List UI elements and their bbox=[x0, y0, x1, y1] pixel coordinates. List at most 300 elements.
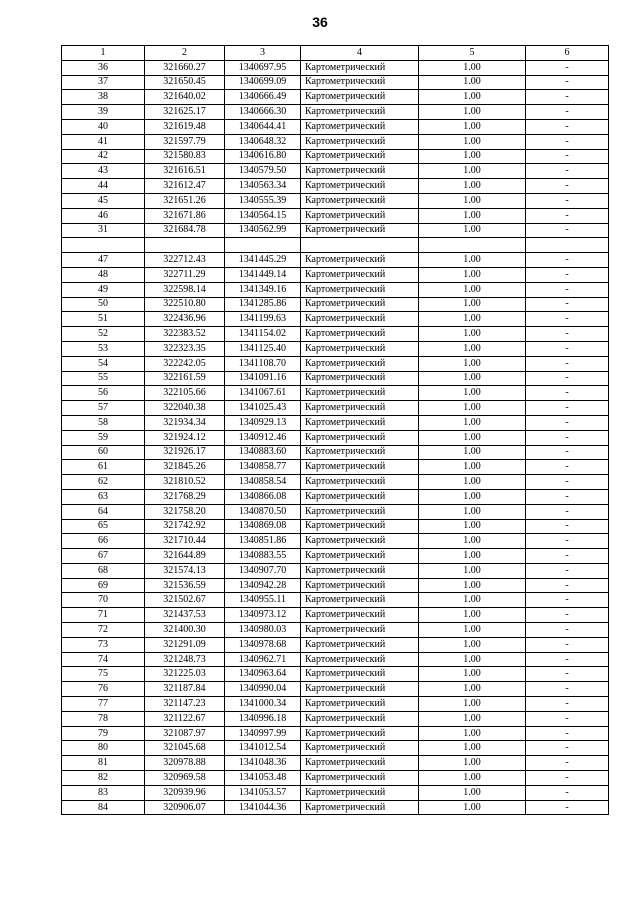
table-row bbox=[62, 726, 609, 741]
method-cell: Картометрический bbox=[301, 149, 419, 164]
point-number-cell: 71 bbox=[62, 608, 145, 623]
note-cell: - bbox=[526, 756, 609, 771]
point-number-cell: 51 bbox=[62, 312, 145, 327]
note-cell: - bbox=[526, 327, 609, 342]
note-cell: - bbox=[526, 415, 609, 430]
point-number-cell: 49 bbox=[62, 282, 145, 297]
table-row bbox=[62, 430, 609, 445]
x-coordinate-cell: 321225.03 bbox=[145, 667, 225, 682]
accuracy-cell: 1.00 bbox=[419, 475, 526, 490]
method-cell: Картометрический bbox=[301, 800, 419, 815]
x-coordinate-cell: 321291.09 bbox=[145, 637, 225, 652]
x-coordinate-cell: 321580.83 bbox=[145, 149, 225, 164]
note-cell: - bbox=[526, 593, 609, 608]
method-cell: Картометрический bbox=[301, 327, 419, 342]
point-number-cell: 50 bbox=[62, 297, 145, 312]
table-body bbox=[62, 60, 609, 815]
method-cell: Картометрический bbox=[301, 549, 419, 564]
table-row bbox=[62, 519, 609, 534]
x-coordinate-cell: 321644.89 bbox=[145, 549, 225, 564]
y-coordinate-cell: 1340697.95 bbox=[225, 60, 301, 75]
y-coordinate-cell: 1341449.14 bbox=[225, 267, 301, 282]
table-row bbox=[62, 267, 609, 282]
accuracy-cell bbox=[419, 238, 526, 253]
table-row bbox=[62, 327, 609, 342]
point-number-cell: 37 bbox=[62, 75, 145, 90]
method-cell: Картометрический bbox=[301, 445, 419, 460]
point-number-cell: 81 bbox=[62, 756, 145, 771]
point-number-cell: 76 bbox=[62, 682, 145, 697]
point-number-cell: 38 bbox=[62, 90, 145, 105]
y-coordinate-cell: 1341025.43 bbox=[225, 401, 301, 416]
method-cell: Картометрический bbox=[301, 519, 419, 534]
y-coordinate-cell: 1340962.71 bbox=[225, 652, 301, 667]
method-cell: Картометрический bbox=[301, 312, 419, 327]
y-coordinate-cell: 1340980.03 bbox=[225, 623, 301, 638]
method-cell: Картометрический bbox=[301, 60, 419, 75]
note-cell: - bbox=[526, 549, 609, 564]
method-cell: Картометрический bbox=[301, 208, 419, 223]
accuracy-cell: 1.00 bbox=[419, 800, 526, 815]
y-coordinate-cell: 1340942.28 bbox=[225, 578, 301, 593]
page-number: 36 bbox=[312, 14, 328, 30]
y-coordinate-cell: 1341048.36 bbox=[225, 756, 301, 771]
method-cell: Картометрический bbox=[301, 682, 419, 697]
x-coordinate-cell: 321810.52 bbox=[145, 475, 225, 490]
note-cell: - bbox=[526, 741, 609, 756]
x-coordinate-cell: 322712.43 bbox=[145, 253, 225, 268]
table-row bbox=[62, 682, 609, 697]
table-row bbox=[62, 119, 609, 134]
note-cell: - bbox=[526, 504, 609, 519]
note-cell: - bbox=[526, 179, 609, 194]
y-coordinate-cell: 1340929.13 bbox=[225, 415, 301, 430]
accuracy-cell: 1.00 bbox=[419, 563, 526, 578]
note-cell: - bbox=[526, 489, 609, 504]
x-coordinate-cell: 321400.30 bbox=[145, 623, 225, 638]
note-cell: - bbox=[526, 193, 609, 208]
y-coordinate-cell: 1340562.99 bbox=[225, 223, 301, 238]
point-number-cell: 78 bbox=[62, 711, 145, 726]
accuracy-cell: 1.00 bbox=[419, 667, 526, 682]
x-coordinate-cell: 321926.17 bbox=[145, 445, 225, 460]
note-cell: - bbox=[526, 785, 609, 800]
method-cell: Картометрический bbox=[301, 386, 419, 401]
column-header-4: 4 bbox=[301, 46, 419, 61]
note-cell: - bbox=[526, 637, 609, 652]
method-cell: Картометрический bbox=[301, 341, 419, 356]
x-coordinate-cell: 321671.86 bbox=[145, 208, 225, 223]
method-cell: Картометрический bbox=[301, 489, 419, 504]
y-coordinate-cell: 1340870.50 bbox=[225, 504, 301, 519]
method-cell: Картометрический bbox=[301, 504, 419, 519]
note-cell: - bbox=[526, 75, 609, 90]
point-number-cell: 52 bbox=[62, 327, 145, 342]
y-coordinate-cell: 1341091.16 bbox=[225, 371, 301, 386]
note-cell: - bbox=[526, 519, 609, 534]
y-coordinate-cell: 1340699.09 bbox=[225, 75, 301, 90]
x-coordinate-cell: 320978.88 bbox=[145, 756, 225, 771]
point-number-cell: 55 bbox=[62, 371, 145, 386]
table-row bbox=[62, 297, 609, 312]
y-coordinate-cell: 1341053.48 bbox=[225, 771, 301, 786]
accuracy-cell: 1.00 bbox=[419, 401, 526, 416]
y-coordinate-cell: 1340648.32 bbox=[225, 134, 301, 149]
x-coordinate-cell: 321619.48 bbox=[145, 119, 225, 134]
y-coordinate-cell: 1341199.63 bbox=[225, 312, 301, 327]
table-row bbox=[62, 341, 609, 356]
point-number-cell: 46 bbox=[62, 208, 145, 223]
accuracy-cell: 1.00 bbox=[419, 504, 526, 519]
point-number-cell: 65 bbox=[62, 519, 145, 534]
table-row bbox=[62, 134, 609, 149]
table-row bbox=[62, 105, 609, 120]
table-row bbox=[62, 179, 609, 194]
x-coordinate-cell: 322383.52 bbox=[145, 327, 225, 342]
method-cell: Картометрический bbox=[301, 637, 419, 652]
y-coordinate-cell: 1340616.80 bbox=[225, 149, 301, 164]
method-cell: Картометрический bbox=[301, 90, 419, 105]
column-header-6: 6 bbox=[526, 46, 609, 61]
x-coordinate-cell: 321768.29 bbox=[145, 489, 225, 504]
table-row bbox=[62, 593, 609, 608]
table-row bbox=[62, 460, 609, 475]
note-cell: - bbox=[526, 386, 609, 401]
method-cell: Картометрический bbox=[301, 771, 419, 786]
table-row bbox=[62, 75, 609, 90]
note-cell: - bbox=[526, 312, 609, 327]
method-cell: Картометрический bbox=[301, 534, 419, 549]
point-number-cell: 62 bbox=[62, 475, 145, 490]
x-coordinate-cell: 321437.53 bbox=[145, 608, 225, 623]
point-number-cell: 60 bbox=[62, 445, 145, 460]
x-coordinate-cell: 321651.26 bbox=[145, 193, 225, 208]
accuracy-cell: 1.00 bbox=[419, 711, 526, 726]
accuracy-cell: 1.00 bbox=[419, 430, 526, 445]
note-cell: - bbox=[526, 800, 609, 815]
x-coordinate-cell: 321574.13 bbox=[145, 563, 225, 578]
note-cell: - bbox=[526, 697, 609, 712]
point-number-cell: 39 bbox=[62, 105, 145, 120]
table-row bbox=[62, 756, 609, 771]
table-row bbox=[62, 637, 609, 652]
accuracy-cell: 1.00 bbox=[419, 149, 526, 164]
table-row bbox=[62, 193, 609, 208]
point-number-cell: 80 bbox=[62, 741, 145, 756]
y-coordinate-cell: 1340996.18 bbox=[225, 711, 301, 726]
x-coordinate-cell: 322711.29 bbox=[145, 267, 225, 282]
table-row bbox=[62, 504, 609, 519]
note-cell: - bbox=[526, 90, 609, 105]
y-coordinate-cell: 1341044.36 bbox=[225, 800, 301, 815]
note-cell: - bbox=[526, 534, 609, 549]
x-coordinate-cell: 320906.07 bbox=[145, 800, 225, 815]
point-number-cell: 73 bbox=[62, 637, 145, 652]
y-coordinate-cell: 1340990.04 bbox=[225, 682, 301, 697]
table-row bbox=[62, 475, 609, 490]
note-cell: - bbox=[526, 134, 609, 149]
accuracy-cell: 1.00 bbox=[419, 208, 526, 223]
method-cell: Картометрический bbox=[301, 164, 419, 179]
point-number-cell: 84 bbox=[62, 800, 145, 815]
point-number-cell: 48 bbox=[62, 267, 145, 282]
accuracy-cell: 1.00 bbox=[419, 90, 526, 105]
accuracy-cell: 1.00 bbox=[419, 578, 526, 593]
accuracy-cell: 1.00 bbox=[419, 460, 526, 475]
table-row bbox=[62, 223, 609, 238]
accuracy-cell: 1.00 bbox=[419, 179, 526, 194]
note-cell: - bbox=[526, 623, 609, 638]
accuracy-cell: 1.00 bbox=[419, 193, 526, 208]
x-coordinate-cell: 321924.12 bbox=[145, 430, 225, 445]
note-cell: - bbox=[526, 726, 609, 741]
y-coordinate-cell bbox=[225, 238, 301, 253]
point-number-cell: 59 bbox=[62, 430, 145, 445]
y-coordinate-cell: 1340997.99 bbox=[225, 726, 301, 741]
y-coordinate-cell: 1340883.55 bbox=[225, 549, 301, 564]
note-cell: - bbox=[526, 460, 609, 475]
method-cell: Картометрический bbox=[301, 652, 419, 667]
x-coordinate-cell bbox=[145, 238, 225, 253]
table-row bbox=[62, 697, 609, 712]
column-header-1: 1 bbox=[62, 46, 145, 61]
table-row bbox=[62, 356, 609, 371]
note-cell: - bbox=[526, 267, 609, 282]
x-coordinate-cell: 321187.84 bbox=[145, 682, 225, 697]
accuracy-cell: 1.00 bbox=[419, 386, 526, 401]
table-row bbox=[62, 90, 609, 105]
table-header-row bbox=[62, 46, 609, 61]
table-row bbox=[62, 549, 609, 564]
y-coordinate-cell: 1341000.34 bbox=[225, 697, 301, 712]
accuracy-cell: 1.00 bbox=[419, 593, 526, 608]
point-number-cell: 44 bbox=[62, 179, 145, 194]
table-row bbox=[62, 578, 609, 593]
note-cell: - bbox=[526, 341, 609, 356]
column-header-2: 2 bbox=[145, 46, 225, 61]
y-coordinate-cell: 1340666.30 bbox=[225, 105, 301, 120]
note-cell: - bbox=[526, 578, 609, 593]
x-coordinate-cell: 322323.35 bbox=[145, 341, 225, 356]
note-cell bbox=[526, 238, 609, 253]
x-coordinate-cell: 320969.58 bbox=[145, 771, 225, 786]
point-number-cell: 61 bbox=[62, 460, 145, 475]
x-coordinate-cell: 320939.96 bbox=[145, 785, 225, 800]
x-coordinate-cell: 321502.67 bbox=[145, 593, 225, 608]
method-cell: Картометрический bbox=[301, 253, 419, 268]
accuracy-cell: 1.00 bbox=[419, 267, 526, 282]
method-cell: Картометрический bbox=[301, 741, 419, 756]
y-coordinate-cell: 1340955.11 bbox=[225, 593, 301, 608]
method-cell: Картометрический bbox=[301, 75, 419, 90]
x-coordinate-cell: 321625.17 bbox=[145, 105, 225, 120]
accuracy-cell: 1.00 bbox=[419, 785, 526, 800]
y-coordinate-cell: 1340869.08 bbox=[225, 519, 301, 534]
x-coordinate-cell: 321934.34 bbox=[145, 415, 225, 430]
point-number-cell: 82 bbox=[62, 771, 145, 786]
accuracy-cell: 1.00 bbox=[419, 60, 526, 75]
note-cell: - bbox=[526, 356, 609, 371]
y-coordinate-cell: 1340973.12 bbox=[225, 608, 301, 623]
note-cell: - bbox=[526, 652, 609, 667]
accuracy-cell: 1.00 bbox=[419, 356, 526, 371]
y-coordinate-cell: 1340858.54 bbox=[225, 475, 301, 490]
table-row bbox=[62, 667, 609, 682]
method-cell: Картометрический bbox=[301, 267, 419, 282]
method-cell: Картометрический bbox=[301, 119, 419, 134]
note-cell: - bbox=[526, 563, 609, 578]
x-coordinate-cell: 321684.78 bbox=[145, 223, 225, 238]
point-number-cell: 58 bbox=[62, 415, 145, 430]
x-coordinate-cell: 322598.14 bbox=[145, 282, 225, 297]
accuracy-cell: 1.00 bbox=[419, 445, 526, 460]
note-cell: - bbox=[526, 282, 609, 297]
accuracy-cell: 1.00 bbox=[419, 341, 526, 356]
accuracy-cell: 1.00 bbox=[419, 253, 526, 268]
accuracy-cell: 1.00 bbox=[419, 297, 526, 312]
y-coordinate-cell: 1341108.70 bbox=[225, 356, 301, 371]
accuracy-cell: 1.00 bbox=[419, 623, 526, 638]
accuracy-cell: 1.00 bbox=[419, 223, 526, 238]
accuracy-cell: 1.00 bbox=[419, 637, 526, 652]
y-coordinate-cell: 1340555.39 bbox=[225, 193, 301, 208]
table-row bbox=[62, 771, 609, 786]
accuracy-cell: 1.00 bbox=[419, 697, 526, 712]
accuracy-cell: 1.00 bbox=[419, 519, 526, 534]
method-cell: Картометрический bbox=[301, 726, 419, 741]
y-coordinate-cell: 1341349.16 bbox=[225, 282, 301, 297]
table-row bbox=[62, 800, 609, 815]
method-cell: Картометрический bbox=[301, 223, 419, 238]
accuracy-cell: 1.00 bbox=[419, 327, 526, 342]
y-coordinate-cell: 1340644.41 bbox=[225, 119, 301, 134]
coordinates-table bbox=[61, 45, 609, 815]
x-coordinate-cell: 321597.79 bbox=[145, 134, 225, 149]
accuracy-cell: 1.00 bbox=[419, 652, 526, 667]
point-number-cell: 74 bbox=[62, 652, 145, 667]
note-cell: - bbox=[526, 253, 609, 268]
method-cell: Картометрический bbox=[301, 475, 419, 490]
point-number-cell: 67 bbox=[62, 549, 145, 564]
point-number-cell: 66 bbox=[62, 534, 145, 549]
accuracy-cell: 1.00 bbox=[419, 771, 526, 786]
x-coordinate-cell: 321845.26 bbox=[145, 460, 225, 475]
y-coordinate-cell: 1340907.70 bbox=[225, 563, 301, 578]
x-coordinate-cell: 321122.67 bbox=[145, 711, 225, 726]
method-cell: Картометрический bbox=[301, 282, 419, 297]
y-coordinate-cell: 1340851.86 bbox=[225, 534, 301, 549]
method-cell: Картометрический bbox=[301, 608, 419, 623]
x-coordinate-cell: 322161.59 bbox=[145, 371, 225, 386]
accuracy-cell: 1.00 bbox=[419, 726, 526, 741]
method-cell: Картометрический bbox=[301, 697, 419, 712]
table-row bbox=[62, 785, 609, 800]
x-coordinate-cell: 321045.68 bbox=[145, 741, 225, 756]
x-coordinate-cell: 322436.96 bbox=[145, 312, 225, 327]
y-coordinate-cell: 1340963.64 bbox=[225, 667, 301, 682]
accuracy-cell: 1.00 bbox=[419, 415, 526, 430]
point-number-cell: 42 bbox=[62, 149, 145, 164]
table-row bbox=[62, 415, 609, 430]
x-coordinate-cell: 321616.51 bbox=[145, 164, 225, 179]
method-cell: Картометрический bbox=[301, 356, 419, 371]
method-cell: Картометрический bbox=[301, 179, 419, 194]
table-row bbox=[62, 371, 609, 386]
note-cell: - bbox=[526, 149, 609, 164]
method-cell: Картометрический bbox=[301, 105, 419, 120]
x-coordinate-cell: 321612.47 bbox=[145, 179, 225, 194]
y-coordinate-cell: 1341053.57 bbox=[225, 785, 301, 800]
method-cell: Картометрический bbox=[301, 415, 419, 430]
method-cell: Картометрический bbox=[301, 460, 419, 475]
x-coordinate-cell: 321087.97 bbox=[145, 726, 225, 741]
point-number-cell: 77 bbox=[62, 697, 145, 712]
table-row bbox=[62, 253, 609, 268]
table-row bbox=[62, 208, 609, 223]
point-number-cell: 41 bbox=[62, 134, 145, 149]
method-cell: Картометрический bbox=[301, 756, 419, 771]
table-row bbox=[62, 238, 609, 253]
note-cell: - bbox=[526, 682, 609, 697]
y-coordinate-cell: 1340858.77 bbox=[225, 460, 301, 475]
table-row bbox=[62, 149, 609, 164]
method-cell: Картометрический bbox=[301, 134, 419, 149]
y-coordinate-cell: 1340866.08 bbox=[225, 489, 301, 504]
point-number-cell: 54 bbox=[62, 356, 145, 371]
x-coordinate-cell: 321660.27 bbox=[145, 60, 225, 75]
x-coordinate-cell: 322510.80 bbox=[145, 297, 225, 312]
y-coordinate-cell: 1340883.60 bbox=[225, 445, 301, 460]
y-coordinate-cell: 1340912.46 bbox=[225, 430, 301, 445]
accuracy-cell: 1.00 bbox=[419, 534, 526, 549]
table-row bbox=[62, 711, 609, 726]
point-number-cell: 45 bbox=[62, 193, 145, 208]
accuracy-cell: 1.00 bbox=[419, 119, 526, 134]
note-cell: - bbox=[526, 223, 609, 238]
table-row bbox=[62, 489, 609, 504]
point-number-cell: 68 bbox=[62, 563, 145, 578]
note-cell: - bbox=[526, 608, 609, 623]
point-number-cell: 53 bbox=[62, 341, 145, 356]
table-row bbox=[62, 386, 609, 401]
table-row bbox=[62, 60, 609, 75]
point-number-cell: 63 bbox=[62, 489, 145, 504]
table-row bbox=[62, 312, 609, 327]
note-cell: - bbox=[526, 401, 609, 416]
point-number-cell: 79 bbox=[62, 726, 145, 741]
point-number-cell: 57 bbox=[62, 401, 145, 416]
x-coordinate-cell: 321650.45 bbox=[145, 75, 225, 90]
y-coordinate-cell: 1341285.86 bbox=[225, 297, 301, 312]
method-cell: Картометрический bbox=[301, 578, 419, 593]
table-row bbox=[62, 282, 609, 297]
table-row bbox=[62, 563, 609, 578]
accuracy-cell: 1.00 bbox=[419, 682, 526, 697]
y-coordinate-cell: 1340978.68 bbox=[225, 637, 301, 652]
method-cell: Картометрический bbox=[301, 297, 419, 312]
point-number-cell: 83 bbox=[62, 785, 145, 800]
y-coordinate-cell: 1341012.54 bbox=[225, 741, 301, 756]
y-coordinate-cell: 1340579.50 bbox=[225, 164, 301, 179]
column-header-3: 3 bbox=[225, 46, 301, 61]
point-number-cell: 72 bbox=[62, 623, 145, 638]
point-number-cell: 69 bbox=[62, 578, 145, 593]
accuracy-cell: 1.00 bbox=[419, 282, 526, 297]
method-cell: Картометрический bbox=[301, 563, 419, 578]
column-header-5: 5 bbox=[419, 46, 526, 61]
x-coordinate-cell: 322242.05 bbox=[145, 356, 225, 371]
note-cell: - bbox=[526, 771, 609, 786]
